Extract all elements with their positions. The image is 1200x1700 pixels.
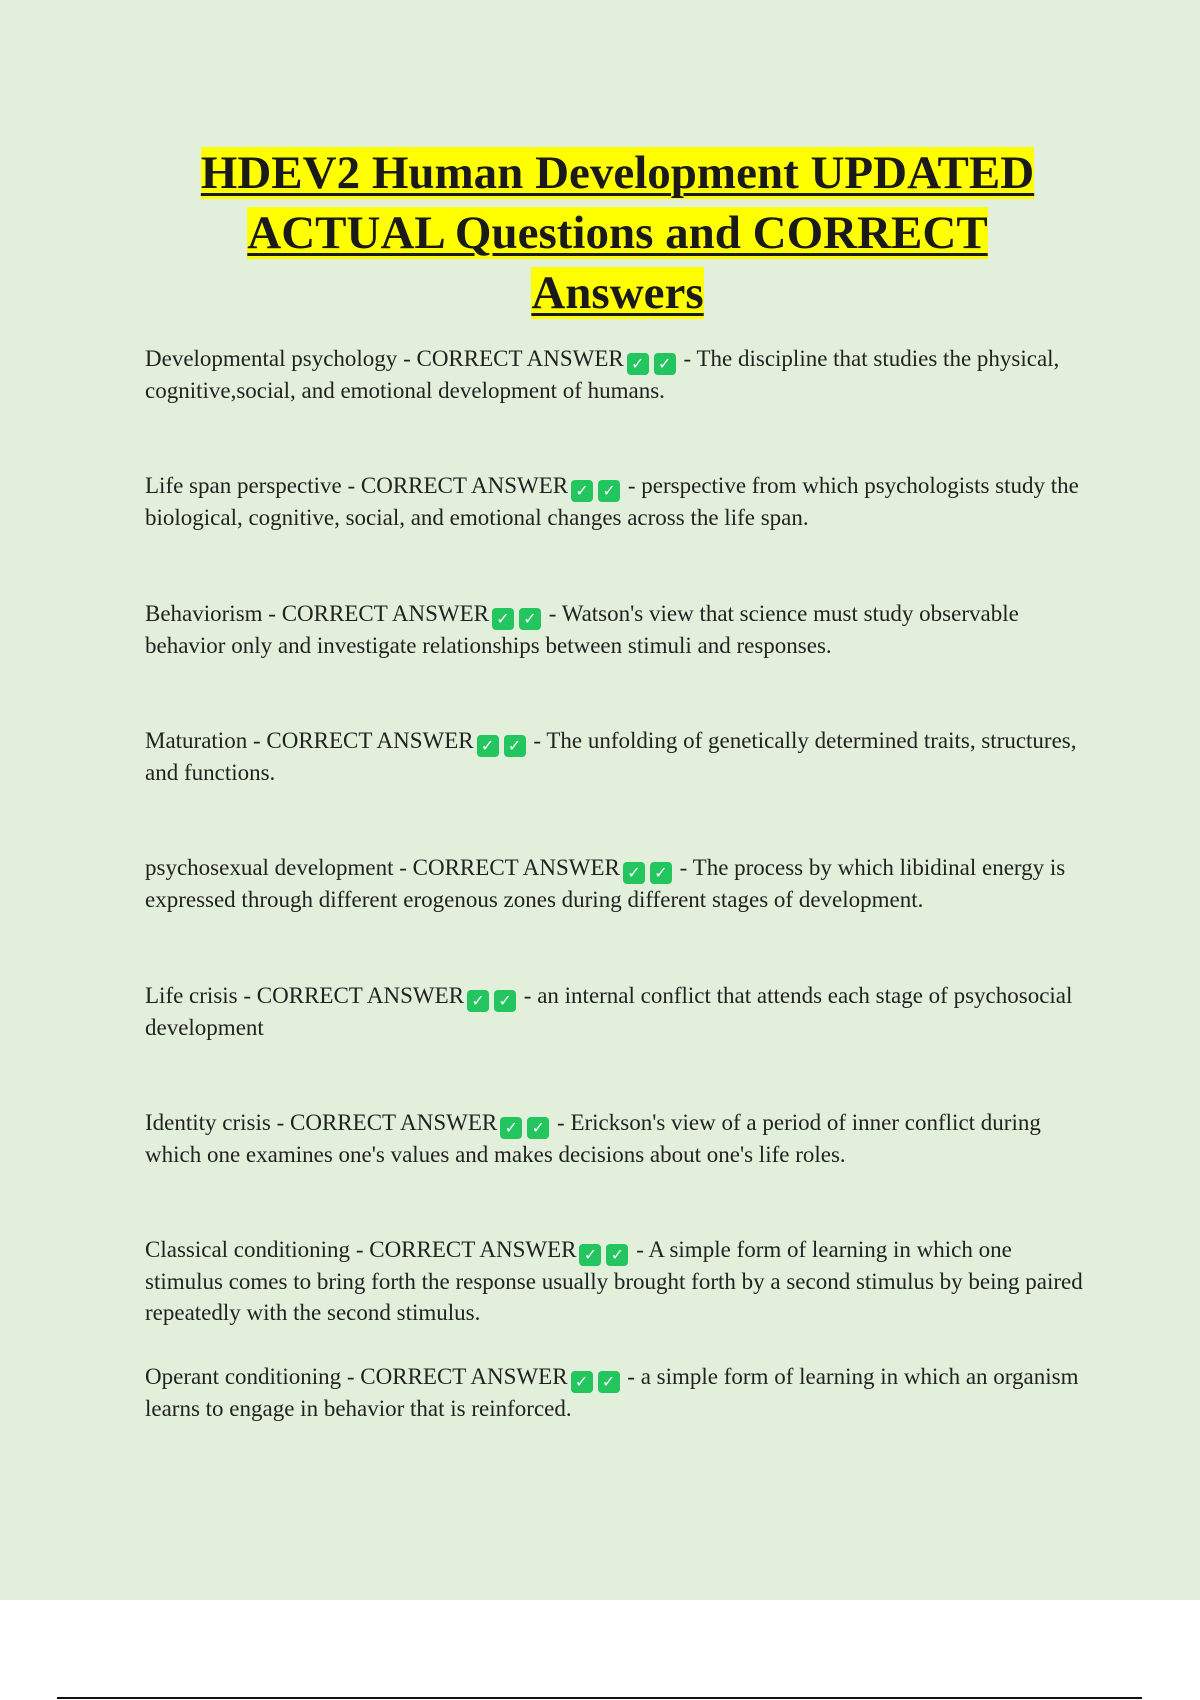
qa-definition: The process by which libidinal energy is expressed through different erogenous zones during different stages of development. <box>145 855 1066 912</box>
qa-item: Life span perspective - CORRECT ANSWER ✓ ✓ - perspective from which psychologists study the biological, cognitive, social, and emotional changes across the life span. <box>145 473 1079 530</box>
qa-term: Maturation <box>145 728 248 753</box>
qa-item: Identity crisis - CORRECT ANSWER ✓ ✓ - Erickson's view of a period of inner conflict during which one examines one's values and makes decisions about one's life roles. <box>145 1110 1041 1167</box>
correct-answer-label: CORRECT ANSWER <box>412 855 620 880</box>
check-box-icon: ✓ <box>504 735 526 757</box>
check-box-icon: ✓ <box>477 735 499 757</box>
check-box-icon: ✓ <box>627 353 649 375</box>
qa-term: Life span perspective <box>145 473 342 498</box>
check-box-icon: ✓ <box>571 1371 593 1393</box>
qa-term: Operant conditioning <box>145 1364 342 1389</box>
qa-definition: The unfolding of genetically determined traits, structures, and functions. <box>145 728 1077 785</box>
check-box-icon: ✓ <box>571 480 593 502</box>
correct-answer-label: CORRECT ANSWER <box>369 1237 577 1262</box>
title-line: Answers <box>531 267 704 319</box>
qa-item: Operant conditioning - CORRECT ANSWER ✓ ✓ - a simple form of learning in which an organism learns to engage in behavior that is reinforced. <box>145 1364 1079 1421</box>
check-box-icon: ✓ <box>519 608 541 630</box>
qa-item: psychosexual development - CORRECT ANSWER ✓ ✓ - The process by which libidinal energy is expressed through different erogenous zones during different stages of development. <box>145 855 1066 912</box>
qa-definition: Erickson's view of a period of inner conflict during which one examines one's values and makes decisions about one's life roles. <box>145 1110 1041 1167</box>
check-box-icon: ✓ <box>654 353 676 375</box>
check-box-icon: ✓ <box>606 1244 628 1266</box>
check-box-icon: ✓ <box>598 1371 620 1393</box>
qa-item: Maturation - CORRECT ANSWER ✓ ✓ - The unfolding of genetically determined traits, structures, and functions. <box>145 728 1077 785</box>
correct-answer-label: CORRECT ANSWER <box>256 983 465 1008</box>
correct-answer-label: CORRECT ANSWER <box>360 1364 568 1389</box>
check-box-icon: ✓ <box>598 480 620 502</box>
qa-definition: Watson's view that science must study observable behavior only and investigate relationships between stimuli and responses. <box>145 601 1019 658</box>
check-box-icon: ✓ <box>500 1117 522 1139</box>
correct-answer-label: CORRECT ANSWER <box>281 601 489 626</box>
qa-definition: A simple form of learning in which one stimulus comes to bring forth the response usually brought forth by a second stimulus by being paired repeatedly with the second stimulus. <box>145 1237 1083 1325</box>
qa-term: Behaviorism <box>145 601 263 626</box>
document-title <box>120 143 1115 323</box>
check-box-icon: ✓ <box>492 608 514 630</box>
qa-term: Classical conditioning <box>145 1237 351 1262</box>
qa-item: Life crisis - CORRECT ANSWER ✓ ✓ - an internal conflict that attends each stage of psychosocial development <box>145 983 1073 1040</box>
qa-item: Developmental psychology - CORRECT ANSWER ✓ ✓ - The discipline that studies the physical, cognitive,social, and emotional development of humans. <box>145 346 1060 403</box>
qa-term: Life crisis <box>145 983 238 1008</box>
check-box-icon: ✓ <box>527 1117 549 1139</box>
qa-definition: The discipline that studies the physical, cognitive,social, and emotional development of humans. <box>145 346 1060 403</box>
qa-item: Classical conditioning - CORRECT ANSWER ✓ ✓ - A simple form of learning in which one stimulus comes to bring forth the response usually brought forth by a second stimulus by being paired repeatedly with the second stimulus. <box>145 1237 1083 1325</box>
correct-answer-label: CORRECT ANSWER <box>416 346 624 371</box>
qa-definition: an internal conflict that attends each stage of psychosocial development <box>145 983 1073 1040</box>
qa-term: Identity crisis <box>145 1110 271 1135</box>
qa-definition: a simple form of learning in which an organism learns to engage in behavior that is reinforced. <box>145 1364 1079 1421</box>
check-box-icon: ✓ <box>650 862 672 884</box>
check-box-icon: ✓ <box>467 990 489 1012</box>
title-line: HDEV2 Human Development UPDATED <box>200 147 1035 199</box>
correct-answer-label: CORRECT ANSWER <box>266 728 474 753</box>
qa-item: Behaviorism - CORRECT ANSWER ✓ ✓ - Watson's view that science must study observable behavior only and investigate relationships between stimuli and responses. <box>145 601 1019 658</box>
correct-answer-label: CORRECT ANSWER <box>290 1110 498 1135</box>
check-box-icon: ✓ <box>494 990 516 1012</box>
correct-answer-label: CORRECT ANSWER <box>360 473 569 498</box>
check-box-icon: ✓ <box>579 1244 601 1266</box>
qa-term: psychosexual development <box>145 855 394 880</box>
check-box-icon: ✓ <box>623 862 645 884</box>
footer-rule <box>57 1697 1142 1699</box>
qa-term: Developmental psychology <box>145 346 398 371</box>
qa-definition: perspective from which psychologists study the biological, cognitive, social, and emotional changes across the life span. <box>145 473 1079 530</box>
title-line: ACTUAL Questions and CORRECT <box>247 207 988 259</box>
